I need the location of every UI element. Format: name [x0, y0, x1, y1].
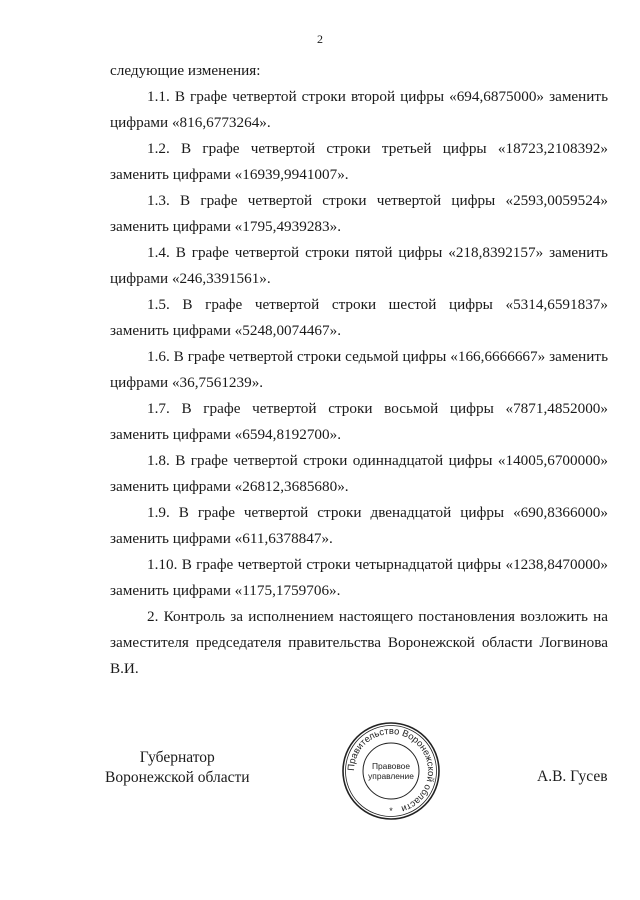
seal-center-line-2: управление [368, 771, 414, 781]
intro-line: следующие изменения: [110, 62, 261, 79]
amendment-item-1-5: 1.5. В графе четвертой строки шестой цифры «5314,6591837» заменить цифрами «5248,0074467». [110, 296, 608, 339]
seal-star-mark: * [389, 806, 393, 816]
amendment-item-1-4: 1.4. В графе четвертой строки пятой цифры «218,8392157» заменить цифрами «246,3391561». [110, 244, 608, 287]
document-body [110, 58, 608, 682]
amendment-item-1-8: 1.8. В графе четвертой строки одиннадцатой цифры «14005,6700000» заменить цифрами «26812,3685680». [110, 452, 608, 495]
signatory-title-line-1: Губернатор [139, 749, 215, 766]
amendment-item-1-1: 1.1. В графе четвертой строки второй цифры «694,6875000» заменить цифрами «816,6773264». [110, 88, 608, 131]
amendment-item-1-6: 1.6. В графе четвертой строки седьмой цифры «166,6666667» заменить цифрами «36,7561239». [110, 348, 608, 391]
amendment-item-1-3: 1.3. В графе четвертой строки четвертой цифры «2593,0059524» заменить цифрами «1795,4939283». [110, 192, 608, 235]
seal-ring-text: Правительство Воронежской области [344, 724, 438, 816]
amendment-item-1-2: 1.2. В графе четвертой строки третьей цифры «18723,2108392» заменить цифрами «16939,9941007». [110, 140, 608, 183]
amendment-item-1-10: 1.10. В графе четвертой строки четырнадцатой цифры «1238,8470000» заменить цифрами «1175,1759706». [110, 556, 608, 599]
signatory-title-line-2: Воронежской области [105, 769, 250, 786]
signatory-name: А.В. Гусев [537, 768, 608, 785]
control-paragraph: 2. Контроль за исполнением настоящего постановления возложить на заместителя председателя правительства Воронежской области Логвинова В.И. [110, 608, 608, 677]
page-number: 2 [317, 32, 323, 46]
official-seal-stamp [340, 720, 442, 822]
signatory-title [105, 748, 250, 788]
amendment-item-1-9: 1.9. В графе четвертой строки двенадцатой цифры «690,8366000» заменить цифрами «611,6378847». [110, 504, 608, 547]
seal-center-line-1: Правовое [371, 761, 411, 771]
amendment-item-1-7: 1.7. В графе четвертой строки восьмой цифры «7871,4852000» заменить цифрами «6594,8192700». [110, 400, 608, 443]
